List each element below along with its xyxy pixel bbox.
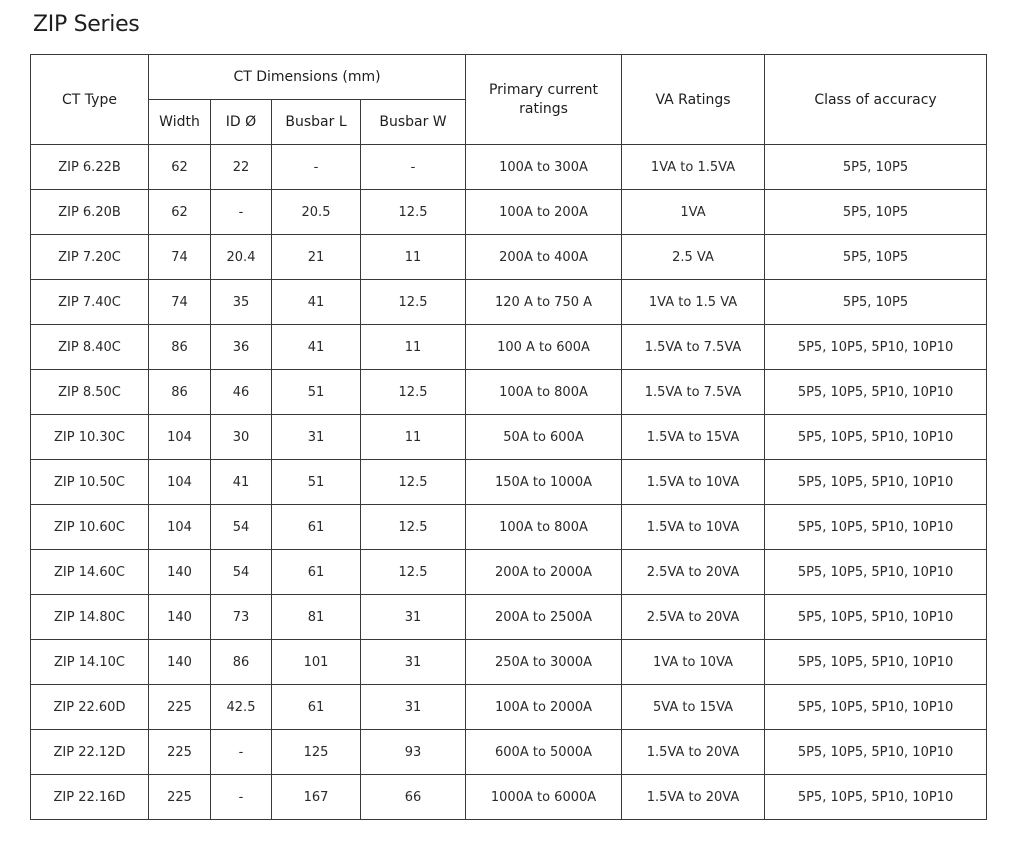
table-row [31,640,987,685]
cell-busbar-w: 93 [361,730,466,775]
header-busbar-l: Busbar L [272,100,361,145]
table-row [31,370,987,415]
cell-va-ratings: 2.5VA to 20VA [622,595,765,640]
cell-class-of-accuracy: 5P5, 10P5 [765,190,987,235]
cell-primary-current: 100A to 800A [466,505,622,550]
cell-id: 54 [211,550,272,595]
cell-busbar-w: 31 [361,595,466,640]
table-row [31,280,987,325]
cell-ct-type: ZIP 6.22B [31,145,149,190]
cell-va-ratings: 1.5VA to 20VA [622,730,765,775]
cell-width: 140 [149,595,211,640]
cell-id: 41 [211,460,272,505]
cell-width: 86 [149,325,211,370]
cell-width: 225 [149,775,211,820]
cell-ct-type: ZIP 14.80C [31,595,149,640]
table-row [31,685,987,730]
cell-id: - [211,730,272,775]
cell-primary-current: 150A to 1000A [466,460,622,505]
cell-va-ratings: 1.5VA to 7.5VA [622,325,765,370]
cell-class-of-accuracy: 5P5, 10P5, 5P10, 10P10 [765,505,987,550]
cell-busbar-w: 66 [361,775,466,820]
cell-id: 35 [211,280,272,325]
cell-primary-current: 1000A to 6000A [466,775,622,820]
cell-class-of-accuracy: 5P5, 10P5 [765,280,987,325]
cell-busbar-l: 81 [272,595,361,640]
header-va-ratings: VA Ratings [622,55,765,145]
cell-width: 74 [149,280,211,325]
cell-busbar-l: 41 [272,325,361,370]
cell-busbar-l: 167 [272,775,361,820]
table-row [31,460,987,505]
cell-busbar-w: 12.5 [361,370,466,415]
table-row [31,775,987,820]
header-busbar-w: Busbar W [361,100,466,145]
cell-width: 225 [149,730,211,775]
cell-va-ratings: 1.5VA to 20VA [622,775,765,820]
cell-class-of-accuracy: 5P5, 10P5, 5P10, 10P10 [765,415,987,460]
cell-primary-current: 200A to 2000A [466,550,622,595]
cell-id: 30 [211,415,272,460]
cell-class-of-accuracy: 5P5, 10P5 [765,235,987,280]
cell-id: 54 [211,505,272,550]
cell-busbar-w: 11 [361,415,466,460]
cell-id: 36 [211,325,272,370]
table-row [31,145,987,190]
cell-ct-type: ZIP 14.10C [31,640,149,685]
cell-busbar-l: 61 [272,550,361,595]
table-row [31,325,987,370]
cell-id: 46 [211,370,272,415]
cell-primary-current: 120 A to 750 A [466,280,622,325]
cell-id: 73 [211,595,272,640]
cell-class-of-accuracy: 5P5, 10P5, 5P10, 10P10 [765,325,987,370]
cell-busbar-l: - [272,145,361,190]
cell-ct-type: ZIP 7.20C [31,235,149,280]
cell-class-of-accuracy: 5P5, 10P5, 5P10, 10P10 [765,595,987,640]
header-primary-current: Primary current ratings [466,55,622,145]
cell-va-ratings: 5VA to 15VA [622,685,765,730]
table-row [31,595,987,640]
cell-ct-type: ZIP 22.12D [31,730,149,775]
cell-class-of-accuracy: 5P5, 10P5, 5P10, 10P10 [765,640,987,685]
cell-class-of-accuracy: 5P5, 10P5, 5P10, 10P10 [765,685,987,730]
cell-id: 86 [211,640,272,685]
cell-width: 86 [149,370,211,415]
header-width: Width [149,100,211,145]
cell-va-ratings: 1VA to 10VA [622,640,765,685]
cell-busbar-w: 12.5 [361,550,466,595]
cell-va-ratings: 1VA to 1.5 VA [622,280,765,325]
zip-series-table [30,54,987,820]
cell-ct-type: ZIP 8.40C [31,325,149,370]
cell-va-ratings: 1.5VA to 7.5VA [622,370,765,415]
cell-va-ratings: 2.5VA to 20VA [622,550,765,595]
page-title: ZIP Series [33,12,140,37]
cell-width: 104 [149,415,211,460]
cell-class-of-accuracy: 5P5, 10P5 [765,145,987,190]
cell-width: 62 [149,190,211,235]
table-row [31,190,987,235]
cell-primary-current: 100A to 300A [466,145,622,190]
cell-ct-type: ZIP 22.16D [31,775,149,820]
cell-busbar-w: 11 [361,325,466,370]
cell-width: 104 [149,460,211,505]
table-row [31,235,987,280]
cell-busbar-l: 125 [272,730,361,775]
cell-busbar-l: 51 [272,370,361,415]
cell-id: 42.5 [211,685,272,730]
cell-busbar-w: 31 [361,640,466,685]
cell-busbar-l: 20.5 [272,190,361,235]
cell-width: 104 [149,505,211,550]
cell-busbar-w: - [361,145,466,190]
table-row [31,505,987,550]
cell-busbar-l: 51 [272,460,361,505]
cell-busbar-w: 12.5 [361,190,466,235]
table-row [31,550,987,595]
header-row-top [31,55,987,100]
cell-ct-type: ZIP 22.60D [31,685,149,730]
cell-busbar-l: 61 [272,505,361,550]
cell-class-of-accuracy: 5P5, 10P5, 5P10, 10P10 [765,730,987,775]
header-ct-dimensions: CT Dimensions (mm) [149,55,466,100]
cell-primary-current: 100A to 800A [466,370,622,415]
cell-ct-type: ZIP 6.20B [31,190,149,235]
cell-busbar-l: 21 [272,235,361,280]
cell-ct-type: ZIP 10.60C [31,505,149,550]
cell-busbar-w: 12.5 [361,280,466,325]
cell-primary-current: 100A to 200A [466,190,622,235]
cell-busbar-w: 31 [361,685,466,730]
cell-class-of-accuracy: 5P5, 10P5, 5P10, 10P10 [765,550,987,595]
cell-width: 225 [149,685,211,730]
header-ct-type: CT Type [31,55,149,145]
cell-va-ratings: 1.5VA to 10VA [622,460,765,505]
cell-id: - [211,190,272,235]
cell-id: 20.4 [211,235,272,280]
cell-class-of-accuracy: 5P5, 10P5, 5P10, 10P10 [765,460,987,505]
cell-ct-type: ZIP 10.30C [31,415,149,460]
cell-id: 22 [211,145,272,190]
cell-primary-current: 200A to 2500A [466,595,622,640]
cell-busbar-l: 61 [272,685,361,730]
table-row [31,730,987,775]
table-header [31,55,987,145]
cell-busbar-l: 31 [272,415,361,460]
cell-primary-current: 100 A to 600A [466,325,622,370]
cell-ct-type: ZIP 8.50C [31,370,149,415]
cell-va-ratings: 1VA [622,190,765,235]
cell-ct-type: ZIP 14.60C [31,550,149,595]
cell-busbar-w: 12.5 [361,505,466,550]
cell-va-ratings: 1.5VA to 15VA [622,415,765,460]
cell-width: 62 [149,145,211,190]
cell-primary-current: 200A to 400A [466,235,622,280]
cell-va-ratings: 1.5VA to 10VA [622,505,765,550]
cell-va-ratings: 2.5 VA [622,235,765,280]
cell-class-of-accuracy: 5P5, 10P5, 5P10, 10P10 [765,370,987,415]
cell-busbar-l: 41 [272,280,361,325]
cell-ct-type: ZIP 7.40C [31,280,149,325]
cell-busbar-w: 11 [361,235,466,280]
cell-busbar-w: 12.5 [361,460,466,505]
cell-id: - [211,775,272,820]
cell-ct-type: ZIP 10.50C [31,460,149,505]
cell-width: 74 [149,235,211,280]
cell-width: 140 [149,550,211,595]
table-body [31,145,987,820]
cell-busbar-l: 101 [272,640,361,685]
cell-va-ratings: 1VA to 1.5VA [622,145,765,190]
table-row [31,415,987,460]
cell-primary-current: 250A to 3000A [466,640,622,685]
cell-primary-current: 50A to 600A [466,415,622,460]
cell-class-of-accuracy: 5P5, 10P5, 5P10, 10P10 [765,775,987,820]
cell-primary-current: 100A to 2000A [466,685,622,730]
header-id: ID Ø [211,100,272,145]
cell-width: 140 [149,640,211,685]
cell-primary-current: 600A to 5000A [466,730,622,775]
header-class-of-accuracy: Class of accuracy [765,55,987,145]
